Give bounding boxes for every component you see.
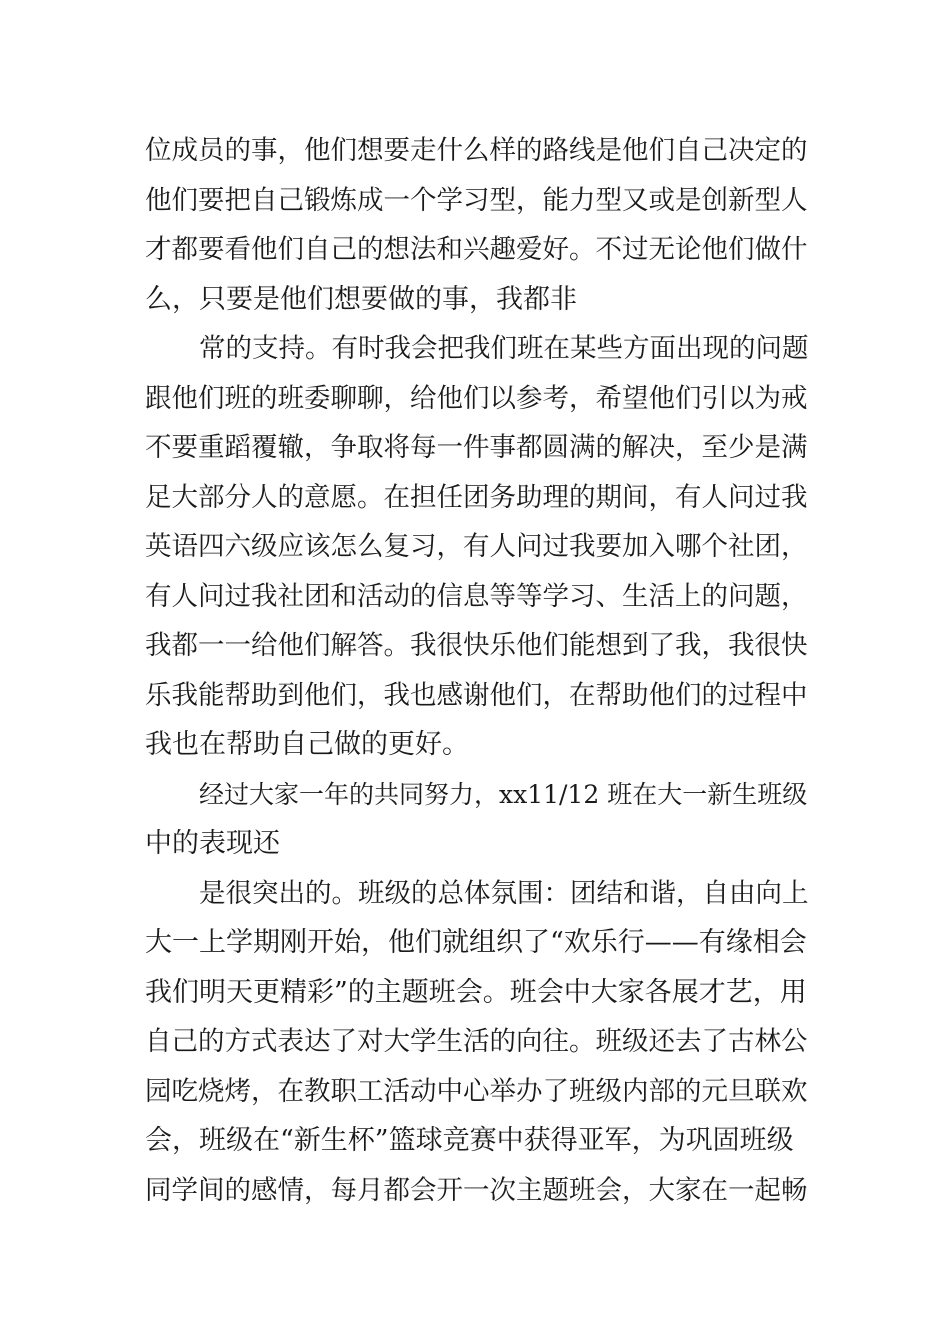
text-line: 常的支持。有时我会把我们班在某些方面出现的问题 [199, 333, 809, 364]
text-line: 是很突出的。班级的总体氛围：团结和谐，自由向上 [199, 877, 809, 909]
text-line: 我都一一给他们解答。我很快乐他们能想到了我，我很快 [145, 630, 808, 661]
text-line: 同学间的感情，每月都会开一次主题班会，大家在一起畅 [145, 1174, 808, 1206]
document-body [145, 126, 815, 1215]
text-line: 中的表现还 [145, 828, 280, 859]
text-line: 园吃烧烤，在教职工活动中心举办了班级内部的元旦联欢 [145, 1075, 808, 1107]
text-line: 经过大家一年的共同努力，xx11/12 班在大一新生班级 [199, 779, 808, 809]
text-line: 乐我能帮助到他们，我也感谢他们，在帮助他们的过程中 [145, 679, 808, 711]
text-line: 才都要看他们自己的想法和兴趣爱好。不过无论他们做什 [145, 234, 808, 265]
text-line: 不要重蹈覆辙，争取将每一件事都圆满的解决，至少是满 [145, 432, 808, 463]
text-line: 他们要把自己锻炼成一个学习型，能力型又或是创新型人 [145, 184, 808, 216]
text-line: 会，班级在“新生杯”篮球竞赛中获得亚军，为巩固班级 [145, 1125, 794, 1156]
text-line: 英语四六级应该怎么复习，有人问过我要加入哪个社团， [145, 531, 808, 562]
text-line: 么，只要是他们想要做的事，我都非 [145, 283, 577, 315]
text-line: 大一上学期刚开始，他们就组织了“欢乐行——有缘相会 [145, 927, 807, 958]
text-line: 我们明天更精彩”的主题班会。班会中大家各展才艺，用 [145, 976, 807, 1008]
text-line: 自己的方式表达了对大学生活的向往。班级还去了古林公 [145, 1026, 808, 1057]
text-line: 我也在帮助自己做的更好。 [145, 729, 469, 760]
text-line: 足大部分人的意愿。在担任团务助理的期间，有人问过我 [145, 481, 808, 513]
text-line: 有人问过我社团和活动的信息等等学习、生活上的问题， [145, 580, 808, 612]
text-line: 跟他们班的班委聊聊，给他们以参考，希望他们引以为戒 [145, 382, 808, 414]
text-line: 位成员的事，他们想要走什么样的路线是他们自己决定的 [145, 135, 808, 166]
